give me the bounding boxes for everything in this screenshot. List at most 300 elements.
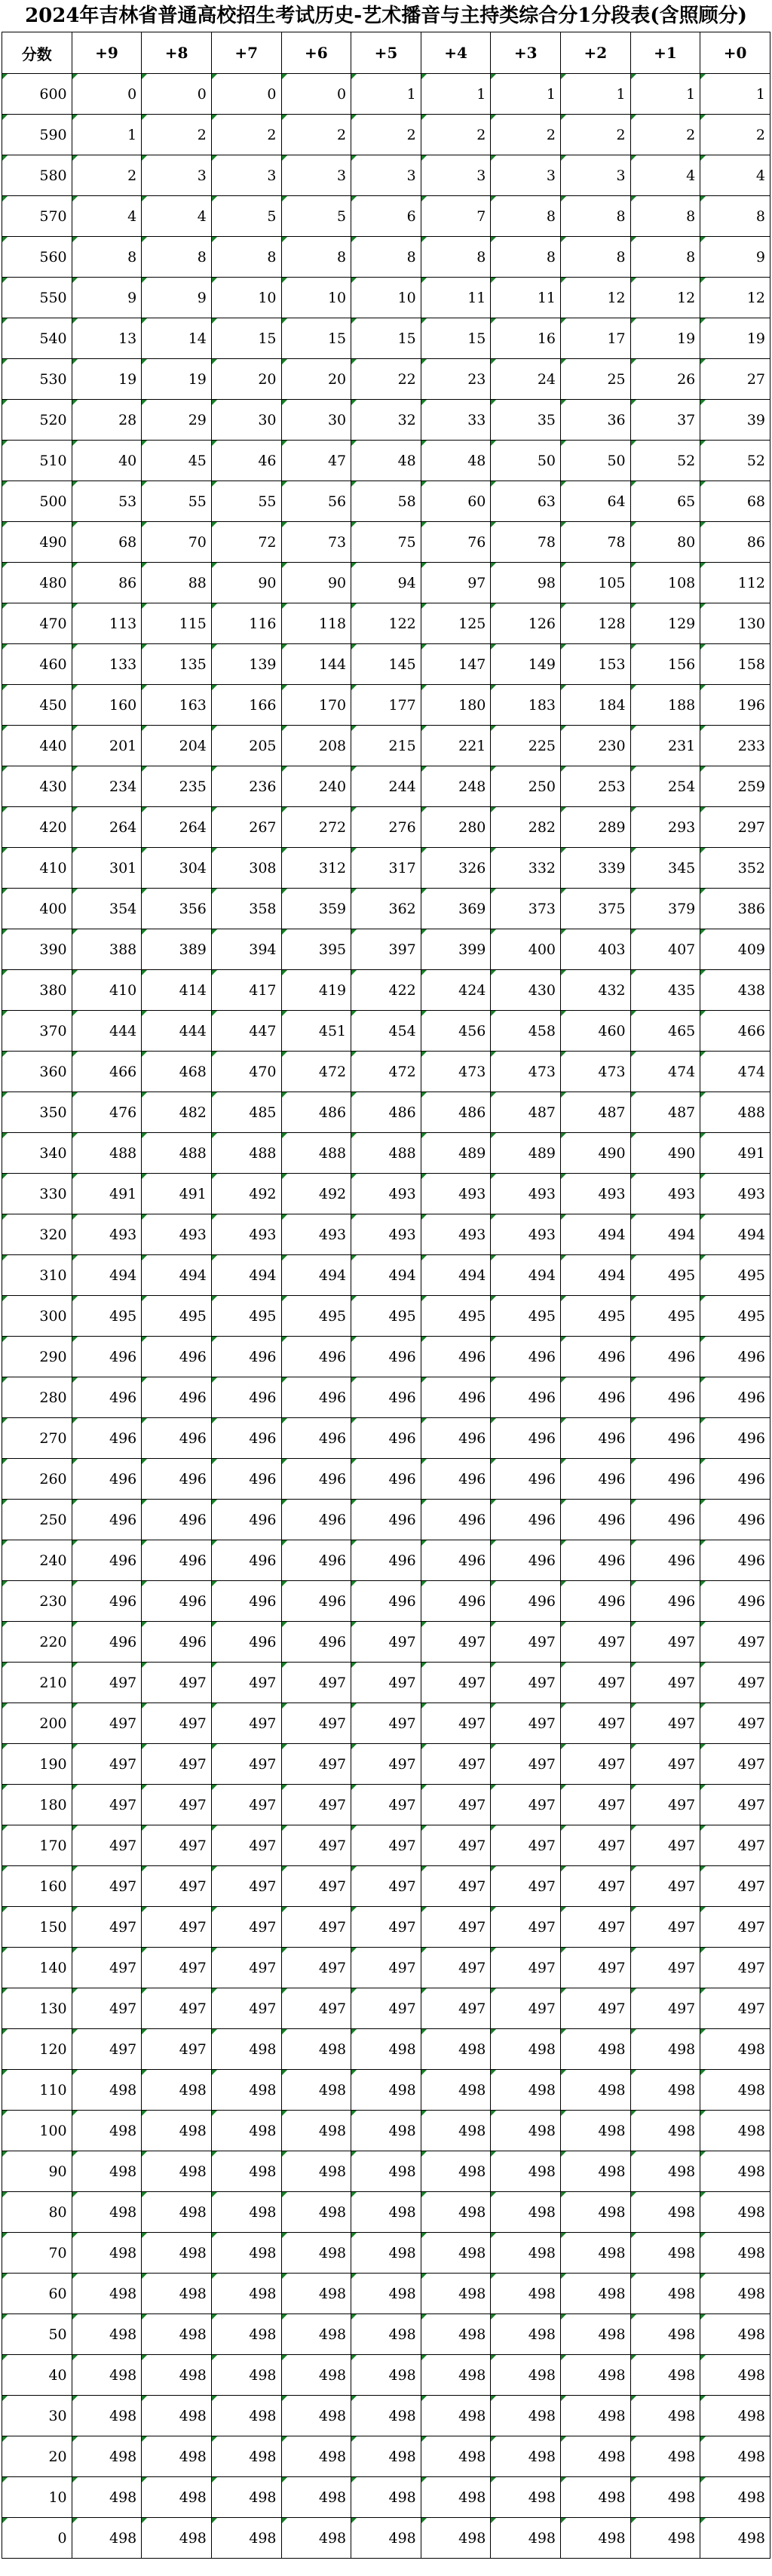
count-cell: 498 — [421, 2477, 491, 2518]
score-cell: 280 — [2, 1377, 72, 1418]
table-row — [2, 74, 770, 115]
score-cell: 290 — [2, 1337, 72, 1377]
count-cell: 498 — [561, 2192, 631, 2233]
count-cell: 498 — [281, 2355, 351, 2396]
count-cell: 3 — [351, 155, 421, 196]
count-cell: 488 — [700, 1092, 770, 1133]
count-cell: 497 — [142, 1866, 212, 1907]
table-row — [2, 1337, 770, 1377]
count-cell: 196 — [700, 685, 770, 726]
count-cell: 3 — [281, 155, 351, 196]
count-cell: 410 — [72, 970, 142, 1011]
count-cell: 188 — [630, 685, 700, 726]
count-cell: 493 — [700, 1174, 770, 1214]
count-cell: 497 — [351, 1785, 421, 1825]
count-cell: 496 — [561, 1540, 631, 1581]
count-cell: 204 — [142, 726, 212, 766]
count-cell: 497 — [561, 1948, 631, 1988]
count-cell: 497 — [211, 1866, 281, 1907]
score-cell: 320 — [2, 1214, 72, 1255]
score-cell: 430 — [2, 766, 72, 807]
count-cell: 497 — [421, 1744, 491, 1785]
count-cell: 400 — [491, 929, 561, 970]
count-cell: 498 — [72, 2355, 142, 2396]
count-cell: 496 — [491, 1377, 561, 1418]
table-row — [2, 2192, 770, 2233]
count-cell: 498 — [142, 2396, 212, 2436]
score-cell: 350 — [2, 1092, 72, 1133]
count-cell: 498 — [700, 2518, 770, 2559]
count-cell: 497 — [351, 1948, 421, 1988]
count-cell: 497 — [211, 1703, 281, 1744]
count-cell: 8 — [491, 196, 561, 237]
count-cell: 496 — [142, 1581, 212, 1622]
score-cell: 470 — [2, 603, 72, 644]
count-cell: 497 — [281, 1703, 351, 1744]
count-cell: 498 — [630, 2233, 700, 2274]
count-cell: 497 — [72, 1988, 142, 2029]
count-cell: 488 — [142, 1133, 212, 1174]
score-cell: 590 — [2, 115, 72, 155]
count-cell: 414 — [142, 970, 212, 1011]
count-cell: 487 — [630, 1092, 700, 1133]
count-cell: 3 — [211, 155, 281, 196]
count-cell: 497 — [72, 2029, 142, 2070]
score-cell: 100 — [2, 2111, 72, 2151]
count-cell: 289 — [561, 807, 631, 848]
count-cell: 1 — [630, 74, 700, 115]
count-cell: 1 — [561, 74, 631, 115]
count-cell: 2 — [351, 115, 421, 155]
count-cell: 498 — [281, 2070, 351, 2111]
count-cell: 163 — [142, 685, 212, 726]
column-header-offset: +4 — [421, 32, 491, 74]
count-cell: 497 — [491, 1948, 561, 1988]
column-header-offset: +2 — [561, 32, 631, 74]
count-cell: 496 — [72, 1622, 142, 1663]
count-cell: 496 — [72, 1337, 142, 1377]
count-cell: 419 — [281, 970, 351, 1011]
count-cell: 248 — [421, 766, 491, 807]
table-row — [2, 1255, 770, 1296]
count-cell: 497 — [142, 1948, 212, 1988]
score-cell: 260 — [2, 1459, 72, 1500]
count-cell: 297 — [700, 807, 770, 848]
count-cell: 379 — [630, 889, 700, 929]
table-row — [2, 1703, 770, 1744]
count-cell: 495 — [351, 1296, 421, 1337]
count-cell: 497 — [630, 1988, 700, 2029]
table-row — [2, 522, 770, 563]
count-cell: 8 — [561, 237, 631, 278]
count-cell: 233 — [700, 726, 770, 766]
count-cell: 497 — [72, 1948, 142, 1988]
count-cell: 496 — [281, 1622, 351, 1663]
score-cell: 30 — [2, 2396, 72, 2436]
score-cell: 20 — [2, 2436, 72, 2477]
count-cell: 498 — [72, 2274, 142, 2314]
count-cell: 498 — [281, 2518, 351, 2559]
score-cell: 60 — [2, 2274, 72, 2314]
score-cell: 90 — [2, 2151, 72, 2192]
count-cell: 497 — [561, 1825, 631, 1866]
count-cell: 498 — [72, 2151, 142, 2192]
column-header-score: 分数 — [2, 32, 72, 74]
count-cell: 490 — [561, 1133, 631, 1174]
count-cell: 498 — [211, 2355, 281, 2396]
table-row — [2, 1988, 770, 2029]
count-cell: 497 — [700, 1825, 770, 1866]
count-cell: 496 — [700, 1581, 770, 1622]
count-cell: 497 — [491, 1988, 561, 2029]
count-cell: 496 — [211, 1377, 281, 1418]
count-cell: 496 — [142, 1418, 212, 1459]
count-cell: 498 — [72, 2436, 142, 2477]
count-cell: 496 — [630, 1418, 700, 1459]
count-cell: 496 — [281, 1418, 351, 1459]
count-cell: 250 — [491, 766, 561, 807]
count-cell: 496 — [351, 1540, 421, 1581]
count-cell: 399 — [421, 929, 491, 970]
count-cell: 497 — [281, 1948, 351, 1988]
count-cell: 498 — [281, 2396, 351, 2436]
count-cell: 397 — [351, 929, 421, 970]
count-cell: 454 — [351, 1011, 421, 1052]
count-cell: 498 — [421, 2070, 491, 2111]
count-cell: 10 — [211, 278, 281, 318]
count-cell: 47 — [281, 441, 351, 481]
table-row — [2, 644, 770, 685]
count-cell: 497 — [491, 1825, 561, 1866]
count-cell: 497 — [561, 1622, 631, 1663]
count-cell: 118 — [281, 603, 351, 644]
count-cell: 493 — [561, 1174, 631, 1214]
count-cell: 126 — [491, 603, 561, 644]
count-cell: 2 — [72, 155, 142, 196]
table-row — [2, 1825, 770, 1866]
count-cell: 30 — [281, 400, 351, 441]
count-cell: 498 — [491, 2029, 561, 2070]
count-cell: 2 — [700, 115, 770, 155]
count-cell: 8 — [421, 237, 491, 278]
count-cell: 496 — [211, 1540, 281, 1581]
count-cell: 494 — [281, 1255, 351, 1296]
count-cell: 28 — [72, 400, 142, 441]
count-cell: 498 — [630, 2396, 700, 2436]
count-cell: 497 — [351, 1622, 421, 1663]
count-cell: 417 — [211, 970, 281, 1011]
count-cell: 496 — [142, 1500, 212, 1540]
count-cell: 497 — [72, 1825, 142, 1866]
count-cell: 498 — [421, 2314, 491, 2355]
count-cell: 215 — [351, 726, 421, 766]
count-cell: 4 — [700, 155, 770, 196]
count-cell: 497 — [700, 1703, 770, 1744]
count-cell: 72 — [211, 522, 281, 563]
count-cell: 487 — [491, 1092, 561, 1133]
count-cell: 497 — [72, 1785, 142, 1825]
count-cell: 486 — [281, 1092, 351, 1133]
count-cell: 498 — [561, 2314, 631, 2355]
count-cell: 497 — [630, 1907, 700, 1948]
count-cell: 496 — [72, 1500, 142, 1540]
count-cell: 498 — [211, 2396, 281, 2436]
count-cell: 68 — [700, 481, 770, 522]
count-cell: 494 — [421, 1255, 491, 1296]
score-cell: 330 — [2, 1174, 72, 1214]
count-cell: 498 — [281, 2477, 351, 2518]
count-cell: 5 — [281, 196, 351, 237]
count-cell: 78 — [561, 522, 631, 563]
table-row — [2, 1377, 770, 1418]
table-row — [2, 1214, 770, 1255]
count-cell: 496 — [72, 1581, 142, 1622]
count-cell: 497 — [630, 1744, 700, 1785]
count-cell: 496 — [281, 1337, 351, 1377]
count-cell: 36 — [561, 400, 631, 441]
count-cell: 496 — [630, 1337, 700, 1377]
count-cell: 496 — [421, 1540, 491, 1581]
count-cell: 308 — [211, 848, 281, 889]
count-cell: 497 — [351, 1744, 421, 1785]
score-cell: 570 — [2, 196, 72, 237]
count-cell: 498 — [281, 2111, 351, 2151]
count-cell: 1 — [351, 74, 421, 115]
count-cell: 435 — [630, 970, 700, 1011]
score-cell: 400 — [2, 889, 72, 929]
count-cell: 497 — [421, 1703, 491, 1744]
count-cell: 8 — [630, 196, 700, 237]
count-cell: 9 — [142, 278, 212, 318]
score-cell: 10 — [2, 2477, 72, 2518]
count-cell: 498 — [421, 2355, 491, 2396]
count-cell: 496 — [211, 1459, 281, 1500]
count-cell: 498 — [491, 2070, 561, 2111]
count-cell: 497 — [281, 1663, 351, 1703]
count-cell: 496 — [491, 1418, 561, 1459]
count-cell: 280 — [421, 807, 491, 848]
count-cell: 30 — [211, 400, 281, 441]
count-cell: 498 — [700, 2355, 770, 2396]
count-cell: 0 — [72, 74, 142, 115]
count-cell: 496 — [561, 1418, 631, 1459]
count-cell: 208 — [281, 726, 351, 766]
count-cell: 497 — [491, 1663, 561, 1703]
count-cell: 375 — [561, 889, 631, 929]
count-cell: 3 — [491, 155, 561, 196]
count-cell: 2 — [561, 115, 631, 155]
count-cell: 466 — [72, 1052, 142, 1092]
count-cell: 496 — [630, 1581, 700, 1622]
count-cell: 20 — [281, 359, 351, 400]
count-cell: 497 — [142, 1703, 212, 1744]
count-cell: 491 — [72, 1174, 142, 1214]
table-row — [2, 2070, 770, 2111]
count-cell: 259 — [700, 766, 770, 807]
count-cell: 488 — [72, 1133, 142, 1174]
count-cell: 498 — [142, 2518, 212, 2559]
count-cell: 447 — [211, 1011, 281, 1052]
count-cell: 496 — [700, 1337, 770, 1377]
count-cell: 424 — [421, 970, 491, 1011]
count-cell: 496 — [630, 1377, 700, 1418]
count-cell: 498 — [72, 2477, 142, 2518]
count-cell: 166 — [211, 685, 281, 726]
score-cell: 200 — [2, 1703, 72, 1744]
count-cell: 112 — [700, 563, 770, 603]
count-cell: 90 — [211, 563, 281, 603]
count-cell: 4 — [630, 155, 700, 196]
count-cell: 27 — [700, 359, 770, 400]
score-cell: 150 — [2, 1907, 72, 1948]
count-cell: 312 — [281, 848, 351, 889]
count-cell: 497 — [561, 1866, 631, 1907]
count-cell: 497 — [211, 1988, 281, 2029]
count-cell: 497 — [72, 1907, 142, 1948]
score-cell: 0 — [2, 2518, 72, 2559]
count-cell: 19 — [700, 318, 770, 359]
score-cell: 410 — [2, 848, 72, 889]
table-row — [2, 929, 770, 970]
count-cell: 498 — [561, 2070, 631, 2111]
count-cell: 497 — [700, 1622, 770, 1663]
count-cell: 498 — [72, 2518, 142, 2559]
count-cell: 272 — [281, 807, 351, 848]
count-cell: 73 — [281, 522, 351, 563]
table-row — [2, 1785, 770, 1825]
score-cell: 270 — [2, 1418, 72, 1459]
count-cell: 70 — [142, 522, 212, 563]
count-cell: 0 — [142, 74, 212, 115]
count-cell: 129 — [630, 603, 700, 644]
count-cell: 473 — [491, 1052, 561, 1092]
count-cell: 489 — [421, 1133, 491, 1174]
count-cell: 65 — [630, 481, 700, 522]
count-cell: 497 — [700, 1744, 770, 1785]
count-cell: 253 — [561, 766, 631, 807]
count-cell: 497 — [561, 1703, 631, 1744]
count-cell: 205 — [211, 726, 281, 766]
count-cell: 498 — [630, 2070, 700, 2111]
count-cell: 86 — [72, 563, 142, 603]
score-cell: 600 — [2, 74, 72, 115]
table-row — [2, 1052, 770, 1092]
count-cell: 15 — [351, 318, 421, 359]
count-cell: 282 — [491, 807, 561, 848]
count-cell: 497 — [72, 1744, 142, 1785]
count-cell: 53 — [72, 481, 142, 522]
count-cell: 236 — [211, 766, 281, 807]
count-cell: 55 — [142, 481, 212, 522]
count-cell: 498 — [561, 2151, 631, 2192]
score-cell: 230 — [2, 1581, 72, 1622]
count-cell: 29 — [142, 400, 212, 441]
score-cell: 580 — [2, 155, 72, 196]
count-cell: 52 — [630, 441, 700, 481]
count-cell: 264 — [72, 807, 142, 848]
count-cell: 10 — [281, 278, 351, 318]
count-cell: 496 — [561, 1459, 631, 1500]
count-cell: 498 — [211, 2477, 281, 2518]
count-cell: 498 — [630, 2192, 700, 2233]
count-cell: 460 — [561, 1011, 631, 1052]
count-cell: 497 — [421, 1622, 491, 1663]
count-cell: 497 — [142, 2029, 212, 2070]
score-cell: 300 — [2, 1296, 72, 1337]
count-cell: 498 — [211, 2029, 281, 2070]
count-cell: 0 — [211, 74, 281, 115]
count-cell: 498 — [142, 2355, 212, 2396]
count-cell: 495 — [281, 1296, 351, 1337]
table-row — [2, 359, 770, 400]
count-cell: 345 — [630, 848, 700, 889]
score-cell: 210 — [2, 1663, 72, 1703]
count-cell: 156 — [630, 644, 700, 685]
score-cell: 530 — [2, 359, 72, 400]
count-cell: 183 — [491, 685, 561, 726]
count-cell: 497 — [630, 1825, 700, 1866]
count-cell: 494 — [491, 1255, 561, 1296]
count-cell: 46 — [211, 441, 281, 481]
count-cell: 498 — [211, 2111, 281, 2151]
count-cell: 240 — [281, 766, 351, 807]
count-cell: 50 — [491, 441, 561, 481]
count-cell: 493 — [630, 1174, 700, 1214]
count-cell: 495 — [700, 1296, 770, 1337]
count-cell: 8 — [630, 237, 700, 278]
count-cell: 6 — [351, 196, 421, 237]
count-cell: 496 — [281, 1540, 351, 1581]
count-cell: 52 — [700, 441, 770, 481]
count-cell: 9 — [700, 237, 770, 278]
count-cell: 497 — [630, 1622, 700, 1663]
count-cell: 0 — [281, 74, 351, 115]
count-cell: 487 — [561, 1092, 631, 1133]
count-cell: 201 — [72, 726, 142, 766]
count-cell: 39 — [700, 400, 770, 441]
count-cell: 301 — [72, 848, 142, 889]
count-cell: 231 — [630, 726, 700, 766]
count-cell: 491 — [142, 1174, 212, 1214]
table-row — [2, 1948, 770, 1988]
count-cell: 498 — [630, 2111, 700, 2151]
count-cell: 497 — [630, 1948, 700, 1988]
count-cell: 498 — [351, 2151, 421, 2192]
count-cell: 494 — [561, 1255, 631, 1296]
count-cell: 474 — [700, 1052, 770, 1092]
count-cell: 498 — [142, 2151, 212, 2192]
count-cell: 466 — [700, 1011, 770, 1052]
table-row — [2, 1459, 770, 1500]
count-cell: 498 — [630, 2274, 700, 2314]
count-cell: 88 — [142, 563, 212, 603]
count-cell: 108 — [630, 563, 700, 603]
count-cell: 498 — [211, 2192, 281, 2233]
count-cell: 75 — [351, 522, 421, 563]
score-cell: 490 — [2, 522, 72, 563]
count-cell: 354 — [72, 889, 142, 929]
count-cell: 497 — [351, 1663, 421, 1703]
count-cell: 497 — [700, 1785, 770, 1825]
count-cell: 495 — [142, 1296, 212, 1337]
count-cell: 496 — [421, 1500, 491, 1540]
count-cell: 497 — [421, 1663, 491, 1703]
count-cell: 389 — [142, 929, 212, 970]
count-cell: 494 — [630, 1214, 700, 1255]
count-cell: 177 — [351, 685, 421, 726]
count-cell: 496 — [351, 1418, 421, 1459]
count-cell: 498 — [700, 2233, 770, 2274]
